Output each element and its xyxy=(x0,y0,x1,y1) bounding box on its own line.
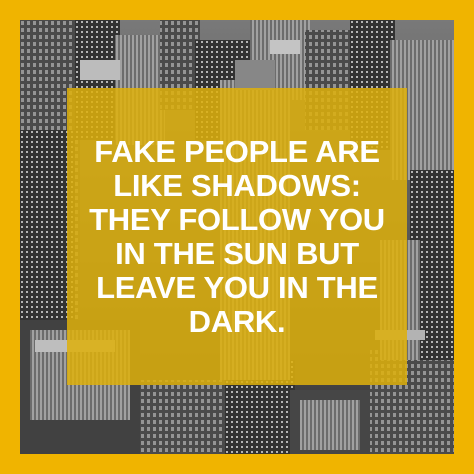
quote-line: LEAVE YOU IN THE xyxy=(96,269,378,305)
quote-line: FAKE PEOPLE ARE xyxy=(94,133,380,169)
quote-line: LIKE SHADOWS: xyxy=(113,167,361,203)
quote-line: DARK. xyxy=(188,303,286,339)
quote-line: THEY FOLLOW YOU xyxy=(89,201,385,237)
quote-line: IN THE SUN BUT xyxy=(115,235,359,271)
quote-overlay-box xyxy=(67,88,407,385)
quote-text xyxy=(72,135,402,339)
